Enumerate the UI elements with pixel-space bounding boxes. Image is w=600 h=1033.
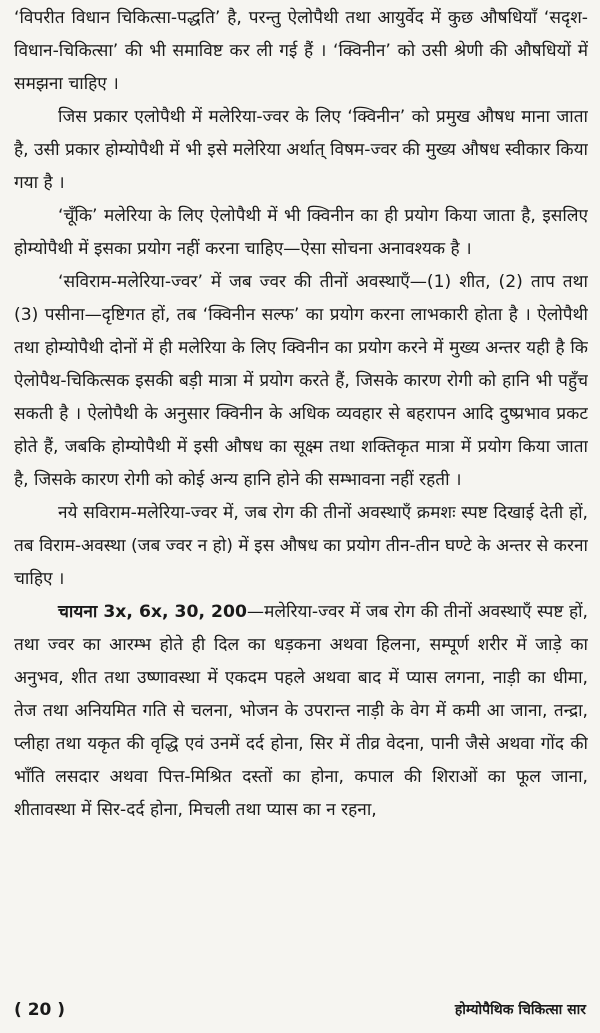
paragraph-5: नये सविराम-मलेरिया-ज्वर में, जब रोग की तीनों अवस्थाएँ क्रमशः स्पष्ट दिखाई देती हों, तब विराम-अवस्था (जब ज्वर न हो) में इस औषध का प्रयोग तीन-तीन घण्टे के अन्तर से करना चाहिए । <box>14 503 588 589</box>
page-footer <box>14 995 586 1025</box>
paragraph-4: ‘सविराम-मलेरिया-ज्वर’ में जब ज्वर की तीनों अवस्थाएँ—(1) शीत, (2) ताप तथा (3) पसीना—दृष्टिगत हों, तब ‘क्विनीन सल्फ’ का प्रयोग करना लाभकारी होता है । ऐलोपैथी तथा होम्योपैथी दोनों में ही मलेरिया के लिए क्विनीन का प्रयोग करने में मुख्य अन्तर यही है कि ऐलोपैथ-चिकित्सक इसकी बड़ी मात्रा में प्रयोग करते हैं, जिसके कारण रोगी को हानि भी पहुँच सकती है । ऐलोपैथी के अनुसार क्विनीन के अधिक व्यवहार से बहरापन आदि दुष्प्रभाव प्रकट होते हैं, जबकि होम्योपैथी में इसी औषध का सूक्ष्म तथा शक्तिकृत मात्रा में प्रयोग किया जाता है, जिसके कारण रोगी को कोई अन्य हानि होने की सम्भावना नहीं रहती । <box>14 272 588 490</box>
paragraph-6-text: —मलेरिया-ज्वर में जब रोग की तीनों अवस्थाएँ स्पष्ट हों, तथा ज्वर का आरम्भ होते ही दिल का धड़कना अथवा हिलना, सम्पूर्ण शरीर में जाड़े का अनुभव, शीत तथा उष्णावस्था में एकदम पहले अथवा बाद में प्यास लगना, नाड़ी का धीमा, तेज तथा अनियमित गति से चलना, भोजन के उपरान्त नाड़ी के वेग में कमी आ जाना, तन्द्रा, प्लीहा तथा यकृत की वृद्धि एवं उनमें दर्द होना, सिर में तीव्र वेदना, पानी जैसे अथवा गोंद की भाँति लसदार अथवा पित्त-मिश्रित दस्तों का होना, कपाल की शिराओं का फूल जाना, शीतावस्था में सिर-दर्द होना, मिचली तथा प्यास का न रहना, <box>14 602 588 820</box>
paragraph-6 <box>14 596 588 827</box>
page-number: ( 20 ) <box>14 1000 66 1020</box>
paragraph-3: ‘चूँकि’ मलेरिया के लिए ऐलोपैथी में भी क्विनीन का ही प्रयोग किया जाता है, इसलिए होम्योपैथी में इसका प्रयोग नहीं करना चाहिए—ऐसा सोचना अनावश्यक है । <box>14 206 588 259</box>
paragraph-2: जिस प्रकार एलोपैथी में मलेरिया-ज्वर के लिए ‘क्विनीन’ को प्रमुख औषध माना जाता है, उसी प्रकार होम्योपैथी में भी इसे मलेरिया अर्थात् विषम-ज्वर की मुख्य औषध स्वीकार किया गया है । <box>14 107 588 193</box>
book-title: होम्योपैथिक चिकित्सा सार <box>454 1002 586 1018</box>
remedy-heading: चायना 3x, 6x, 30, 200 <box>58 602 247 622</box>
paragraph-1: ‘विपरीत विधान चिकित्सा-पद्धति’ है, परन्तु ऐलोपैथी तथा आयुर्वेद में कुछ औषधियाँ ‘सदृश-विधान-चिकित्सा’ की भी समाविष्ट कर ली गई हैं । ‘क्विनीन’ को उसी श्रेणी की औषधियों में समझना चाहिए । <box>14 8 588 94</box>
page-body <box>14 2 588 987</box>
